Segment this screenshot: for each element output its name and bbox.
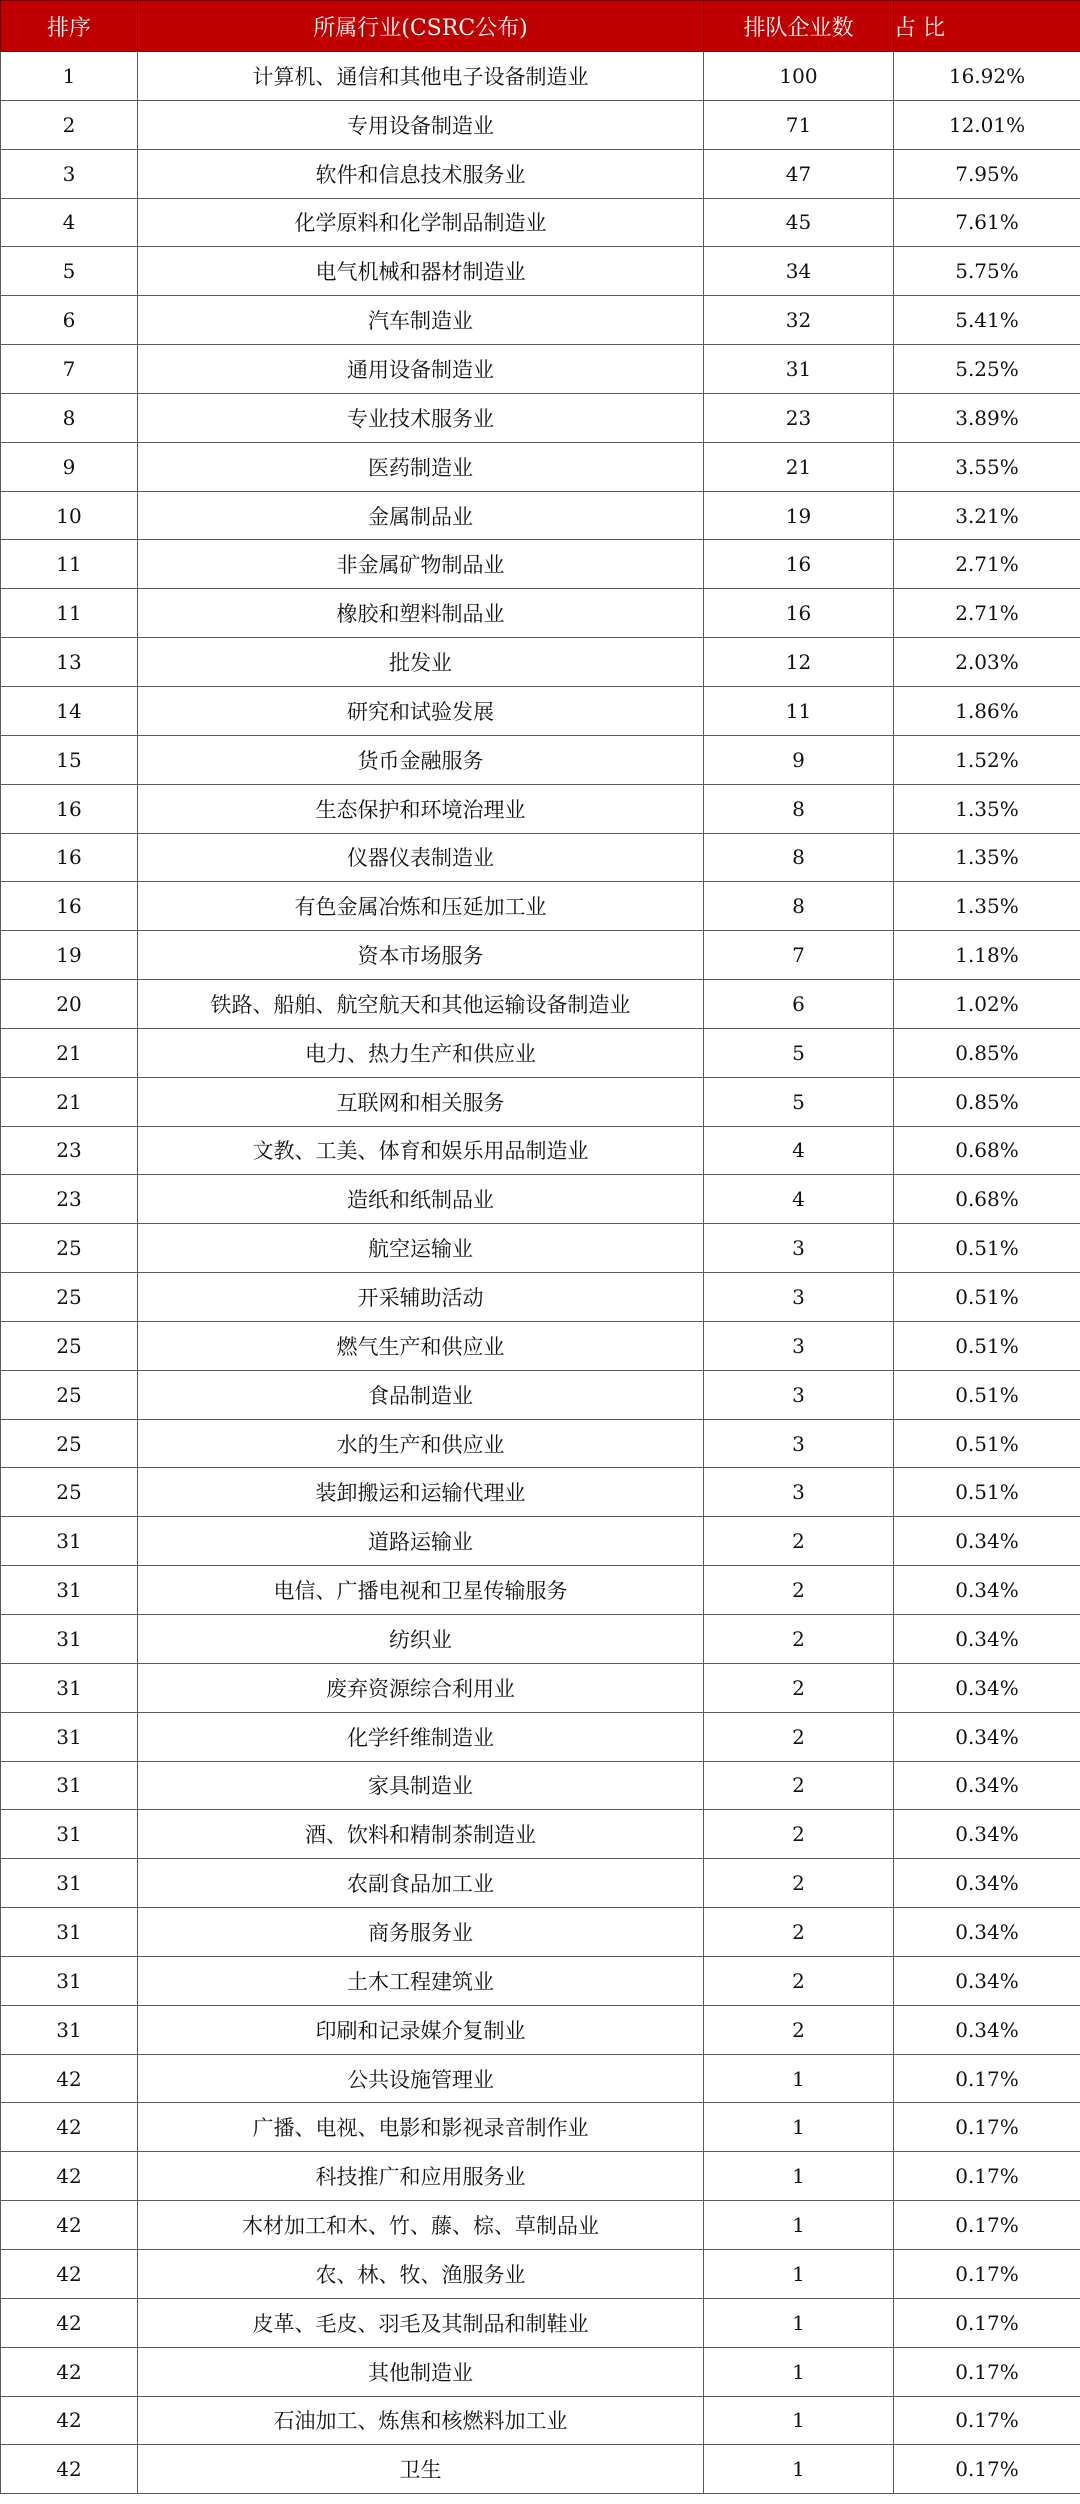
- rank-cell: 21: [1, 1077, 138, 1126]
- share-cell: 12.01%: [894, 100, 1080, 149]
- rank-cell: 31: [1, 1908, 138, 1957]
- share-cell: 1.35%: [894, 882, 1080, 931]
- count-cell: 23: [704, 393, 894, 442]
- table-row: [1, 735, 1080, 784]
- table-row: [1, 2347, 1080, 2396]
- industry-cell: 化学纤维制造业: [138, 1712, 704, 1761]
- rank-cell: 31: [1, 1761, 138, 1810]
- share-cell: 0.51%: [894, 1321, 1080, 1370]
- table-row: [1, 2103, 1080, 2152]
- count-cell: 3: [704, 1273, 894, 1322]
- count-cell: 11: [704, 686, 894, 735]
- count-cell: 2: [704, 1663, 894, 1712]
- share-cell: 2.71%: [894, 589, 1080, 638]
- count-cell: 2: [704, 1859, 894, 1908]
- table-row: [1, 1810, 1080, 1859]
- table-row: [1, 1028, 1080, 1077]
- share-cell: 0.34%: [894, 1761, 1080, 1810]
- table-row: [1, 1908, 1080, 1957]
- industry-cell: 皮革、毛皮、羽毛及其制品和制鞋业: [138, 2298, 704, 2347]
- table-row: [1, 198, 1080, 247]
- count-cell: 4: [704, 1175, 894, 1224]
- industry-cell: 木材加工和木、竹、藤、棕、草制品业: [138, 2201, 704, 2250]
- share-cell: 0.17%: [894, 2152, 1080, 2201]
- industry-cell: 石油加工、炼焦和核燃料加工业: [138, 2396, 704, 2445]
- count-cell: 8: [704, 882, 894, 931]
- industry-cell: 生态保护和环境治理业: [138, 784, 704, 833]
- industry-cell: 批发业: [138, 638, 704, 687]
- count-cell: 45: [704, 198, 894, 247]
- share-cell: 0.85%: [894, 1028, 1080, 1077]
- industry-cell: 商务服务业: [138, 1908, 704, 1957]
- rank-cell: 42: [1, 2103, 138, 2152]
- industry-cell: 电信、广播电视和卫星传输服务: [138, 1566, 704, 1615]
- share-cell: 0.34%: [894, 1615, 1080, 1664]
- header-count: 排队企业数: [704, 1, 894, 52]
- rank-cell: 16: [1, 882, 138, 931]
- industry-cell: 酒、饮料和精制茶制造业: [138, 1810, 704, 1859]
- rank-cell: 8: [1, 393, 138, 442]
- industry-cell: 农副食品加工业: [138, 1859, 704, 1908]
- share-cell: 0.17%: [894, 2298, 1080, 2347]
- industry-cell: 废弃资源综合利用业: [138, 1663, 704, 1712]
- count-cell: 2: [704, 1908, 894, 1957]
- count-cell: 1: [704, 2054, 894, 2103]
- count-cell: 1: [704, 2152, 894, 2201]
- industry-cell: 医药制造业: [138, 442, 704, 491]
- table-row: [1, 491, 1080, 540]
- table-row: [1, 1175, 1080, 1224]
- rank-cell: 15: [1, 735, 138, 784]
- table-row: [1, 1419, 1080, 1468]
- count-cell: 2: [704, 1810, 894, 1859]
- table-row: [1, 52, 1080, 101]
- share-cell: 1.52%: [894, 735, 1080, 784]
- industry-cell: 研究和试验发展: [138, 686, 704, 735]
- rank-cell: 31: [1, 2005, 138, 2054]
- industry-cell: 其他制造业: [138, 2347, 704, 2396]
- rank-cell: 42: [1, 2445, 138, 2494]
- rank-cell: 3: [1, 149, 138, 198]
- industry-cell: 家具制造业: [138, 1761, 704, 1810]
- share-cell: 3.55%: [894, 442, 1080, 491]
- industry-cell: 资本市场服务: [138, 931, 704, 980]
- rank-cell: 14: [1, 686, 138, 735]
- table-row: [1, 100, 1080, 149]
- industry-cell: 文教、工美、体育和娱乐用品制造业: [138, 1126, 704, 1175]
- share-cell: 0.17%: [894, 2249, 1080, 2298]
- industry-cell: 铁路、船舶、航空航天和其他运输设备制造业: [138, 980, 704, 1029]
- table-row: [1, 882, 1080, 931]
- rank-cell: 9: [1, 442, 138, 491]
- rank-cell: 23: [1, 1175, 138, 1224]
- count-cell: 4: [704, 1126, 894, 1175]
- table-row: [1, 2249, 1080, 2298]
- rank-cell: 21: [1, 1028, 138, 1077]
- industry-cell: 金属制品业: [138, 491, 704, 540]
- table-row: [1, 686, 1080, 735]
- rank-cell: 23: [1, 1126, 138, 1175]
- rank-cell: 42: [1, 2396, 138, 2445]
- rank-cell: 31: [1, 1615, 138, 1664]
- industry-cell: 计算机、通信和其他电子设备制造业: [138, 52, 704, 101]
- table-row: [1, 247, 1080, 296]
- share-cell: 3.21%: [894, 491, 1080, 540]
- count-cell: 19: [704, 491, 894, 540]
- table-row: [1, 1370, 1080, 1419]
- table-row: [1, 1761, 1080, 1810]
- table-body: [1, 52, 1080, 2494]
- count-cell: 2: [704, 1956, 894, 2005]
- count-cell: 1: [704, 2396, 894, 2445]
- table-row: [1, 442, 1080, 491]
- share-cell: 0.34%: [894, 1908, 1080, 1957]
- industry-cell: 食品制造业: [138, 1370, 704, 1419]
- count-cell: 12: [704, 638, 894, 687]
- rank-cell: 11: [1, 589, 138, 638]
- share-cell: 1.02%: [894, 980, 1080, 1029]
- count-cell: 1: [704, 2298, 894, 2347]
- industry-cell: 仪器仪表制造业: [138, 833, 704, 882]
- rank-cell: 7: [1, 345, 138, 394]
- share-cell: 0.51%: [894, 1419, 1080, 1468]
- share-cell: 1.18%: [894, 931, 1080, 980]
- table-row: [1, 2152, 1080, 2201]
- industry-cell: 橡胶和塑料制品业: [138, 589, 704, 638]
- rank-cell: 42: [1, 2054, 138, 2103]
- count-cell: 16: [704, 589, 894, 638]
- table-row: [1, 1615, 1080, 1664]
- count-cell: 21: [704, 442, 894, 491]
- industry-cell: 燃气生产和供应业: [138, 1321, 704, 1370]
- share-cell: 0.17%: [894, 2347, 1080, 2396]
- table-row: [1, 638, 1080, 687]
- rank-cell: 11: [1, 540, 138, 589]
- industry-cell: 专业技术服务业: [138, 393, 704, 442]
- rank-cell: 31: [1, 1956, 138, 2005]
- industry-cell: 印刷和记录媒介复制业: [138, 2005, 704, 2054]
- table-row: [1, 2005, 1080, 2054]
- industry-cell: 货币金融服务: [138, 735, 704, 784]
- count-cell: 31: [704, 345, 894, 394]
- table-header-row: [1, 1, 1080, 52]
- count-cell: 3: [704, 1321, 894, 1370]
- industry-cell: 装卸搬运和运输代理业: [138, 1468, 704, 1517]
- rank-cell: 5: [1, 247, 138, 296]
- count-cell: 3: [704, 1468, 894, 1517]
- count-cell: 32: [704, 296, 894, 345]
- table-row: [1, 540, 1080, 589]
- industry-cell: 有色金属冶炼和压延加工业: [138, 882, 704, 931]
- industry-cell: 通用设备制造业: [138, 345, 704, 394]
- industry-cell: 电力、热力生产和供应业: [138, 1028, 704, 1077]
- rank-cell: 25: [1, 1468, 138, 1517]
- rank-cell: 25: [1, 1224, 138, 1273]
- table-row: [1, 589, 1080, 638]
- rank-cell: 6: [1, 296, 138, 345]
- count-cell: 2: [704, 1712, 894, 1761]
- share-cell: 0.51%: [894, 1273, 1080, 1322]
- share-cell: 0.68%: [894, 1126, 1080, 1175]
- industry-cell: 土木工程建筑业: [138, 1956, 704, 2005]
- count-cell: 2: [704, 2005, 894, 2054]
- rank-cell: 42: [1, 2298, 138, 2347]
- table-row: [1, 149, 1080, 198]
- count-cell: 1: [704, 2347, 894, 2396]
- rank-cell: 25: [1, 1419, 138, 1468]
- share-cell: 7.61%: [894, 198, 1080, 247]
- industry-cell: 公共设施管理业: [138, 2054, 704, 2103]
- rank-cell: 4: [1, 198, 138, 247]
- count-cell: 5: [704, 1028, 894, 1077]
- share-cell: 5.41%: [894, 296, 1080, 345]
- share-cell: 5.75%: [894, 247, 1080, 296]
- share-cell: 0.34%: [894, 1859, 1080, 1908]
- share-cell: 1.35%: [894, 784, 1080, 833]
- industry-cell: 互联网和相关服务: [138, 1077, 704, 1126]
- rank-cell: 16: [1, 833, 138, 882]
- count-cell: 1: [704, 2249, 894, 2298]
- count-cell: 5: [704, 1077, 894, 1126]
- industry-cell: 软件和信息技术服务业: [138, 149, 704, 198]
- industry-cell: 农、林、牧、渔服务业: [138, 2249, 704, 2298]
- count-cell: 34: [704, 247, 894, 296]
- rank-cell: 25: [1, 1370, 138, 1419]
- count-cell: 2: [704, 1761, 894, 1810]
- share-cell: 0.68%: [894, 1175, 1080, 1224]
- table-row: [1, 1224, 1080, 1273]
- industry-cell: 卫生: [138, 2445, 704, 2494]
- count-cell: 1: [704, 2445, 894, 2494]
- table-row: [1, 393, 1080, 442]
- count-cell: 8: [704, 833, 894, 882]
- rank-cell: 31: [1, 1712, 138, 1761]
- table-row: [1, 1517, 1080, 1566]
- count-cell: 3: [704, 1370, 894, 1419]
- industry-cell: 化学原料和化学制品制造业: [138, 198, 704, 247]
- industry-cell: 开采辅助活动: [138, 1273, 704, 1322]
- share-cell: 0.34%: [894, 1712, 1080, 1761]
- share-cell: 0.17%: [894, 2201, 1080, 2250]
- table-row: [1, 1077, 1080, 1126]
- rank-cell: 42: [1, 2152, 138, 2201]
- rank-cell: 31: [1, 1517, 138, 1566]
- industry-cell: 道路运输业: [138, 1517, 704, 1566]
- count-cell: 1: [704, 2201, 894, 2250]
- share-cell: 0.17%: [894, 2103, 1080, 2152]
- share-cell: 0.51%: [894, 1370, 1080, 1419]
- share-cell: 0.34%: [894, 1810, 1080, 1859]
- share-cell: 0.34%: [894, 1663, 1080, 1712]
- industry-cell: 水的生产和供应业: [138, 1419, 704, 1468]
- table-row: [1, 980, 1080, 1029]
- header-industry: 所属行业(CSRC公布): [138, 1, 704, 52]
- rank-cell: 42: [1, 2249, 138, 2298]
- rank-cell: 1: [1, 52, 138, 101]
- share-cell: 3.89%: [894, 393, 1080, 442]
- rank-cell: 19: [1, 931, 138, 980]
- table-row: [1, 931, 1080, 980]
- table-row: [1, 1956, 1080, 2005]
- rank-cell: 20: [1, 980, 138, 1029]
- count-cell: 7: [704, 931, 894, 980]
- rank-cell: 31: [1, 1810, 138, 1859]
- count-cell: 2: [704, 1517, 894, 1566]
- share-cell: 0.17%: [894, 2445, 1080, 2494]
- share-cell: 2.03%: [894, 638, 1080, 687]
- industry-cell: 非金属矿物制品业: [138, 540, 704, 589]
- table-row: [1, 1663, 1080, 1712]
- table-row: [1, 1712, 1080, 1761]
- count-cell: 100: [704, 52, 894, 101]
- table-row: [1, 1321, 1080, 1370]
- share-cell: 0.51%: [894, 1468, 1080, 1517]
- table-row: [1, 1859, 1080, 1908]
- count-cell: 2: [704, 1566, 894, 1615]
- rank-cell: 25: [1, 1273, 138, 1322]
- share-cell: 0.34%: [894, 1517, 1080, 1566]
- share-cell: 0.51%: [894, 1224, 1080, 1273]
- count-cell: 3: [704, 1419, 894, 1468]
- rank-cell: 13: [1, 638, 138, 687]
- share-cell: 0.34%: [894, 1956, 1080, 2005]
- share-cell: 7.95%: [894, 149, 1080, 198]
- table-row: [1, 784, 1080, 833]
- share-cell: 16.92%: [894, 52, 1080, 101]
- rank-cell: 16: [1, 784, 138, 833]
- count-cell: 6: [704, 980, 894, 1029]
- rank-cell: 42: [1, 2347, 138, 2396]
- rank-cell: 31: [1, 1566, 138, 1615]
- share-cell: 0.34%: [894, 2005, 1080, 2054]
- count-cell: 8: [704, 784, 894, 833]
- share-cell: 2.71%: [894, 540, 1080, 589]
- share-cell: 5.25%: [894, 345, 1080, 394]
- count-cell: 1: [704, 2103, 894, 2152]
- rank-cell: 2: [1, 100, 138, 149]
- share-cell: 0.85%: [894, 1077, 1080, 1126]
- rank-cell: 42: [1, 2201, 138, 2250]
- count-cell: 71: [704, 100, 894, 149]
- industry-cell: 科技推广和应用服务业: [138, 2152, 704, 2201]
- count-cell: 16: [704, 540, 894, 589]
- share-cell: 0.17%: [894, 2054, 1080, 2103]
- table-row: [1, 833, 1080, 882]
- table-row: [1, 345, 1080, 394]
- count-cell: 47: [704, 149, 894, 198]
- table-row: [1, 1126, 1080, 1175]
- table-row: [1, 2054, 1080, 2103]
- rank-cell: 10: [1, 491, 138, 540]
- industry-cell: 电气机械和器材制造业: [138, 247, 704, 296]
- table-row: [1, 296, 1080, 345]
- industry-cell: 纺织业: [138, 1615, 704, 1664]
- industry-cell: 汽车制造业: [138, 296, 704, 345]
- industry-cell: 广播、电视、电影和影视录音制作业: [138, 2103, 704, 2152]
- count-cell: 3: [704, 1224, 894, 1273]
- industry-cell: 专用设备制造业: [138, 100, 704, 149]
- share-cell: 1.86%: [894, 686, 1080, 735]
- count-cell: 9: [704, 735, 894, 784]
- rank-cell: 25: [1, 1321, 138, 1370]
- rank-cell: 31: [1, 1859, 138, 1908]
- header-share: 占 比: [894, 1, 1080, 52]
- table-row: [1, 2201, 1080, 2250]
- table-row: [1, 2445, 1080, 2494]
- table-row: [1, 1566, 1080, 1615]
- industry-cell: 造纸和纸制品业: [138, 1175, 704, 1224]
- header-rank: 排序: [1, 1, 138, 52]
- industry-cell: 航空运输业: [138, 1224, 704, 1273]
- share-cell: 1.35%: [894, 833, 1080, 882]
- share-cell: 0.17%: [894, 2396, 1080, 2445]
- count-cell: 2: [704, 1615, 894, 1664]
- rank-cell: 31: [1, 1663, 138, 1712]
- table-row: [1, 2396, 1080, 2445]
- table-row: [1, 2298, 1080, 2347]
- table-row: [1, 1468, 1080, 1517]
- share-cell: 0.34%: [894, 1566, 1080, 1615]
- table-row: [1, 1273, 1080, 1322]
